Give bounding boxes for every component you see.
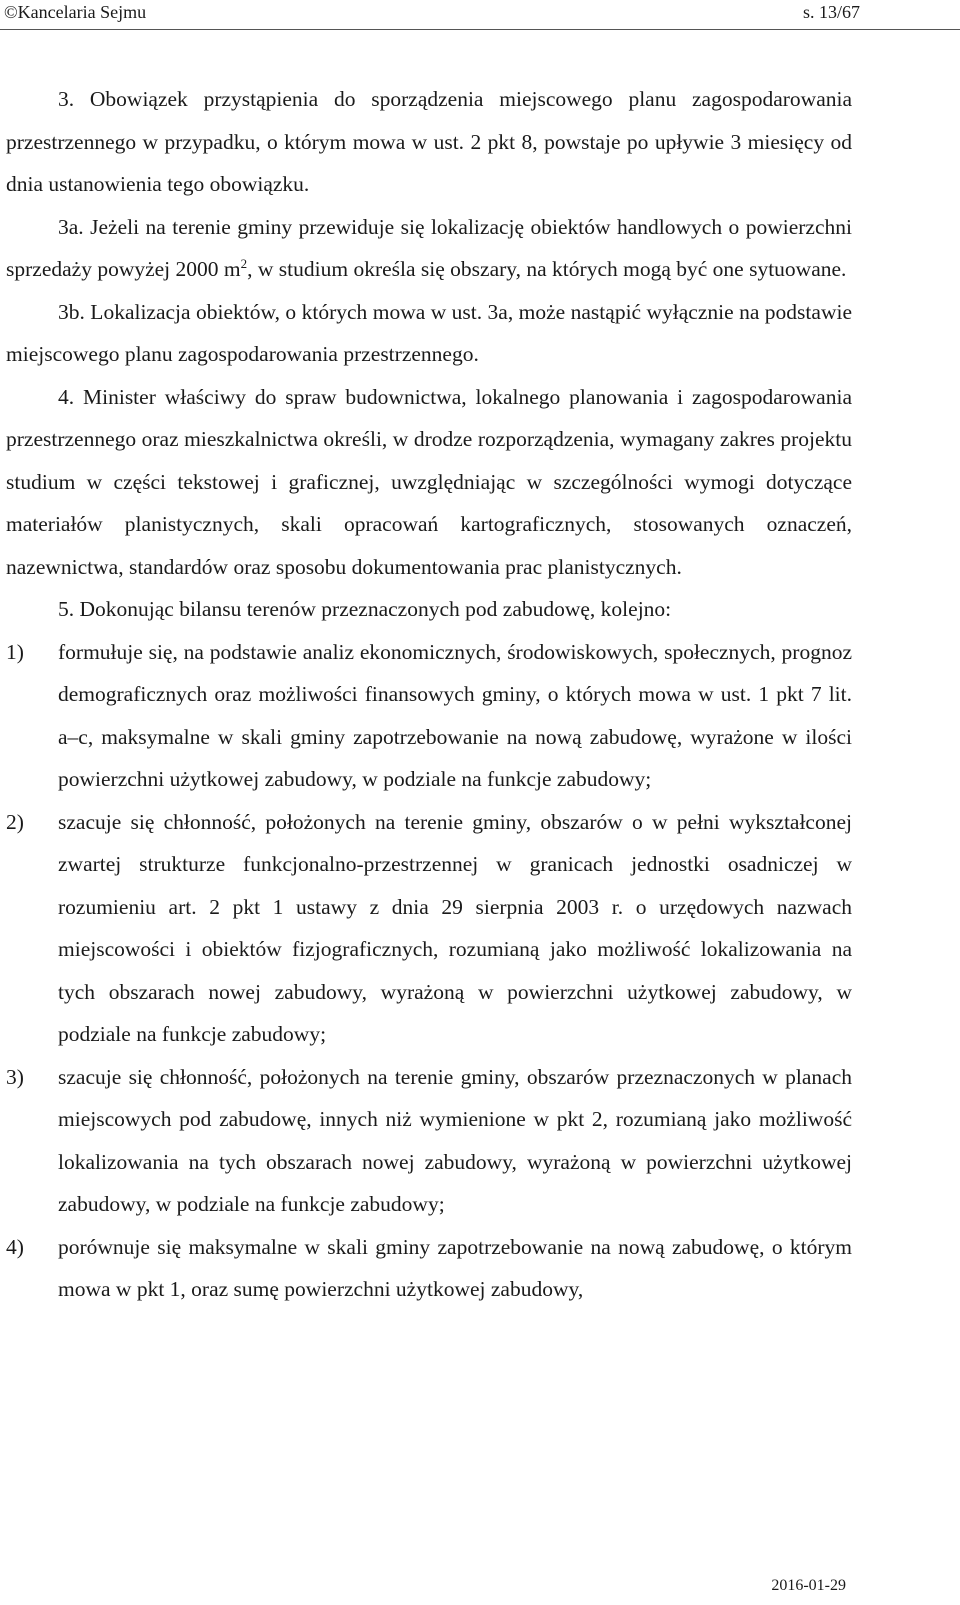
superscript-2: 2 xyxy=(240,255,248,271)
paragraph-3a xyxy=(6,206,852,291)
list-item-text: formułuje się, na podstawie analiz ekonomicznych, środowiskowych, społecznych, prognoz demograficznych oraz możliwości finansowych gminy, o których mowa w ust. 1 pkt 7 lit. a–c, maksymalne w skali gminy zapotrzebowanie na nową zabudowę, wyrażone w ilości powierzchni użytkowej zabudowy, w podziale na funkcje zabudowy; xyxy=(58,639,852,791)
list-item-number: 2) xyxy=(6,809,24,834)
footer-date: 2016-01-29 xyxy=(771,1577,846,1594)
list-item xyxy=(6,1056,852,1226)
page-header xyxy=(0,0,960,30)
paragraph-5: 5. Dokonując bilansu terenów przeznaczonych pod zabudowę, kolejno: xyxy=(58,597,672,621)
list-item-number: 1) xyxy=(6,639,24,664)
list-item-number: 3) xyxy=(6,1064,24,1089)
paragraph-3a-end: , w studium określa się obszary, na których mogą być one sytuowane. xyxy=(247,257,847,281)
list-item-text: szacuje się chłonność, położonych na terenie gminy, obszarów o w pełni wykształconej zwartej strukturze funkcjonalno-przestrzennej w granicach jednostki osadniczej w rozumieniu art. 2 pkt 1 ustawy z dnia 29 sierpnia 2003 r. o urzędowych nazwach miejscowości i obiektów fizjograficznych, rozumianą jako możliwość lokalizowania na tych obszarach nowej zabudowy, wyrażoną w powierzchni użytkowej zabudowy, w podziale na funkcje zabudowy; xyxy=(58,809,852,1046)
list-item xyxy=(6,1226,852,1311)
list-item-text: porównuje się maksymalne w skali gminy zapotrzebowanie na nową zabudowę, o którym mowa w pkt 1, oraz sumę powierzchni użytkowej zabudowy, xyxy=(58,1234,852,1301)
paragraph-3: 3. Obowiązek przystąpienia do sporządzenia miejscowego planu zagospodarowania przestrzennego w przypadku, o którym mowa w ust. 2 pkt 8, powstaje po upływie 3 miesięcy od dnia ustanowienia tego obowiązku. xyxy=(6,87,852,196)
list-item-text: szacuje się chłonność, położonych na terenie gminy, obszarów przeznaczonych w planach miejscowych pod zabudowę, innych niż wymienione w pkt 2, rozumianą jako możliwość lokalizowania na tych obszarach nowej zabudowy, wyrażoną w powierzchni użytkowej zabudowy, w podziale na funkcje zabudowy; xyxy=(58,1064,852,1216)
page-number: s. 13/67 xyxy=(802,2,860,22)
paragraph-4: 4. Minister właściwy do spraw budownictwa, lokalnego planowania i zagospodarowania przestrzennego oraz mieszkalnictwa określi, w drodze rozporządzenia, wymagany zakres projektu studium w części tekstowej i graficznej, uwzględniając w szczególności wymogi dotyczące materiałów planistycznych, skali opracowań kartograficznych, stosowanych oznaczeń, nazewnictwa, standardów oraz sposobu dokumentowania prac planistycznych. xyxy=(6,384,852,579)
list-item-number: 4) xyxy=(6,1234,24,1259)
header-source: ©Kancelaria Sejmu xyxy=(4,2,147,22)
list-item xyxy=(6,801,852,1056)
document-body xyxy=(6,78,852,1311)
list-item xyxy=(6,631,852,801)
paragraph-3a-start: 3a. Jeżeli na terenie gminy przewiduje się lokalizację obiektów handlowych o powierzchni sprzedaży powyżej 2000 m xyxy=(6,214,852,281)
paragraph-3b: 3b. Lokalizacja obiektów, o których mowa w ust. 3a, może nastąpić wyłącznie na podstawie miejscowego planu zagospodarowania przestrzennego. xyxy=(6,299,852,366)
